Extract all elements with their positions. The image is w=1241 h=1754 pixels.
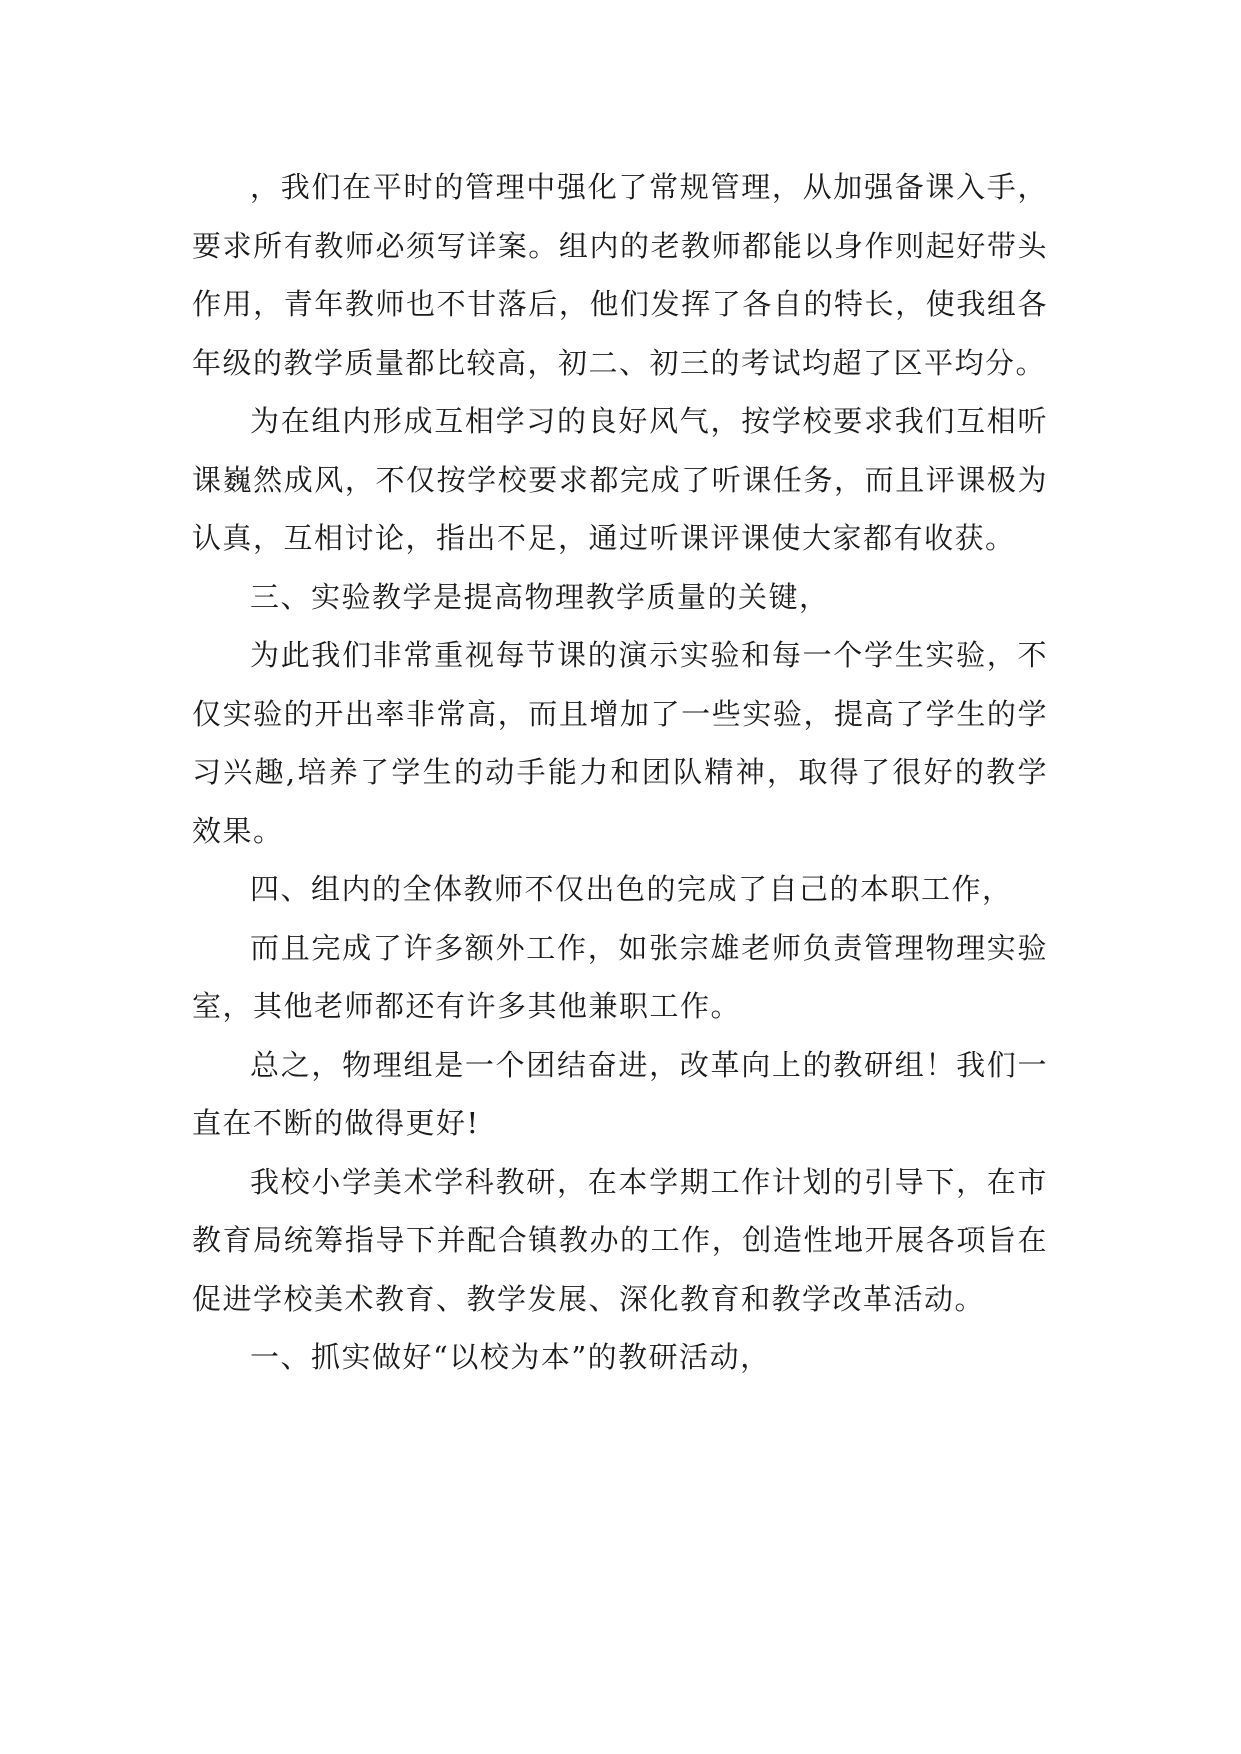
- paragraph-9: 一、抓实做好“以校为本”的教研活动，: [250, 1340, 771, 1374]
- paragraph-4: 为此我们非常重视每节课的演示实验和每一个学生实验，不仅实验的开出率非常高，而且增加了一些实验，提高了学生的学习兴趣,培养了学生的动手能力和团队精神，取得了很好的教学效果。: [192, 638, 1048, 848]
- paragraph-6: 而且完成了许多额外工作，如张宗雄老师负责管理物理实验室，其他老师都还有许多其他兼职工作。: [192, 930, 1048, 1023]
- document-body: [192, 158, 1048, 1387]
- paragraph-8: 我校小学美术学科教研，在本学期工作计划的引导下，在市教育局统筹指导下并配合镇教办的工作，创造性地开展各项旨在促进学校美术教育、教学发展、深化教育和教学改革活动。: [192, 1164, 1048, 1316]
- paragraph-1: ，我们在平时的管理中强化了常规管理，从加强备课入手，要求所有教师必须写详案。组内的老教师都能以身作则起好带头作用，青年教师也不甘落后，他们发挥了各自的特长，使我组各年级的教学质量都比较高，初二、初三的考试均超了区平均分。: [192, 170, 1048, 380]
- paragraph-3: 三、实验教学是提高物理教学质量的关键，: [250, 579, 830, 614]
- paragraph-5: 四、组内的全体教师不仅出色的完成了自己的本职工作，: [250, 872, 1013, 906]
- paragraph-7: 总之，物理组是一个团结奋进，改革向上的教研组！我们一直在不断的做得更好!: [192, 1047, 1048, 1140]
- paragraph-2: 为在组内形成互相学习的良好风气，按学校要求我们互相听课巍然成风，不仅按学校要求都完成了听课任务，而且评课极为认真，互相讨论，指出不足，通过听课评课使大家都有收获。: [192, 404, 1048, 555]
